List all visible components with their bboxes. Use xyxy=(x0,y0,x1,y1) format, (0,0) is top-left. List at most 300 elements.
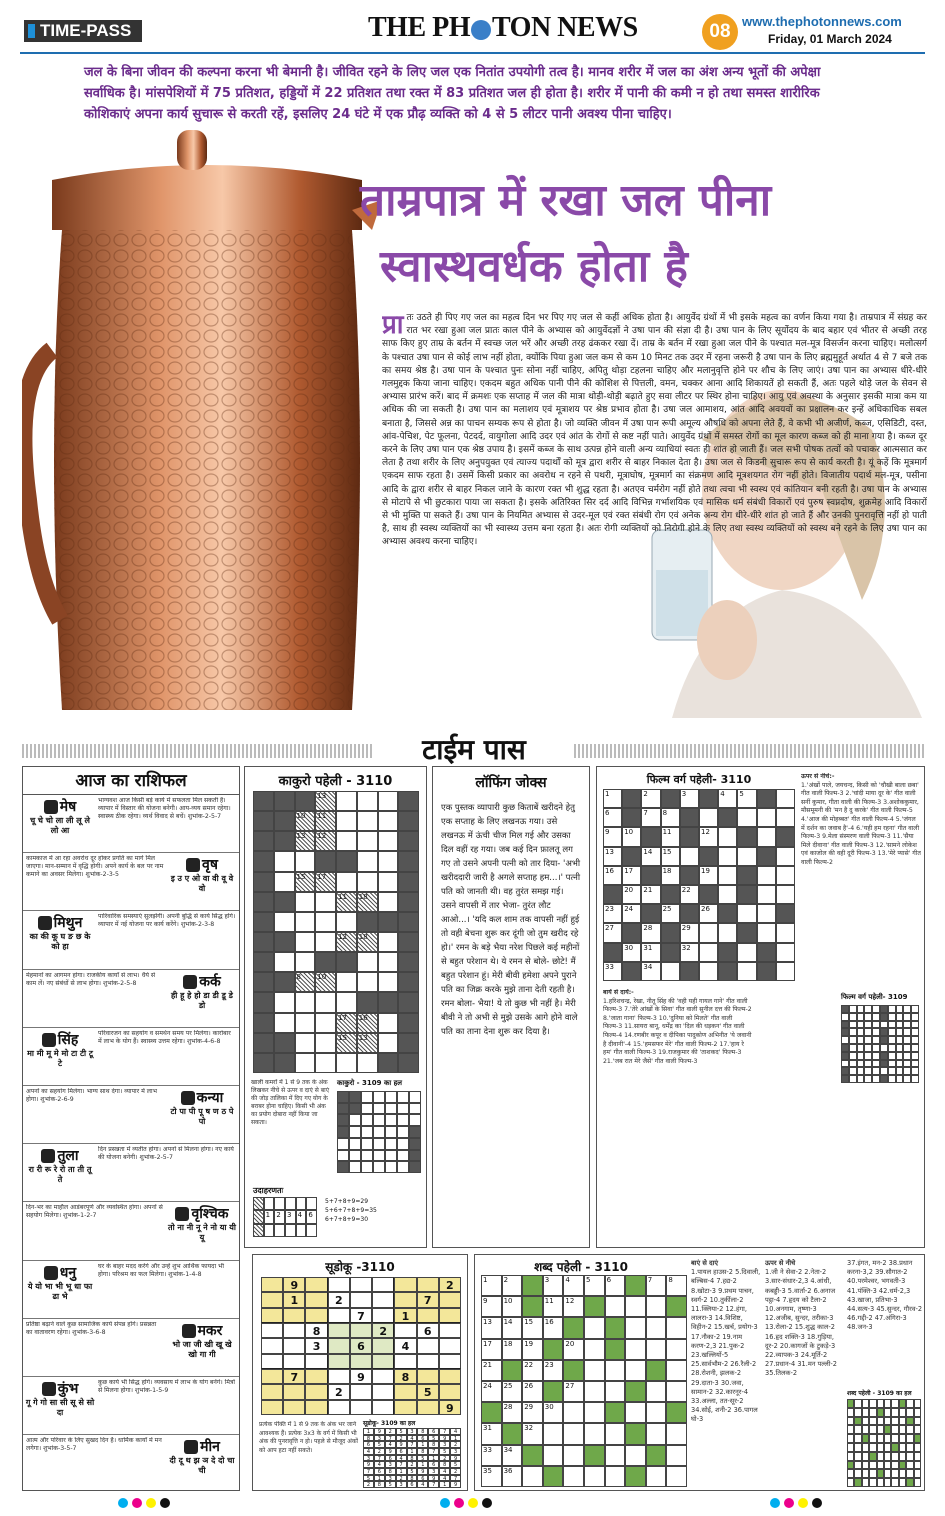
article-dropcap: प्रा xyxy=(382,312,404,340)
grid-cell xyxy=(888,1075,896,1083)
grid-cell: 2 xyxy=(450,1468,461,1475)
grid-cell xyxy=(385,1091,397,1103)
grid-cell xyxy=(906,1417,913,1426)
grid-cell xyxy=(357,872,378,892)
grid-cell: 2 xyxy=(502,1275,523,1296)
grid-cell xyxy=(543,1445,564,1466)
grid-cell: 7 xyxy=(350,1308,372,1323)
grid-cell xyxy=(857,1013,865,1021)
grid-cell xyxy=(847,1408,854,1417)
grid-cell xyxy=(911,1021,919,1029)
grid-cell xyxy=(409,1114,421,1126)
grid-cell xyxy=(718,885,737,904)
grid-cell xyxy=(439,1323,461,1338)
grid-cell xyxy=(337,1138,349,1150)
grid-cell xyxy=(372,1308,394,1323)
grid-cell xyxy=(888,1005,896,1013)
grid-cell: 15 xyxy=(336,1033,357,1053)
grid-cell: 17 xyxy=(336,1013,357,1033)
grid-cell: 14 xyxy=(641,847,660,866)
grid-cell xyxy=(903,1075,911,1083)
grid-cell: 4 xyxy=(563,1275,584,1296)
grid-cell xyxy=(906,1399,913,1408)
grid-cell xyxy=(862,1478,869,1487)
grid-cell xyxy=(857,1075,865,1083)
grid-cell xyxy=(680,827,699,846)
grid-cell xyxy=(880,1005,888,1013)
grid-cell xyxy=(306,1197,317,1210)
grid-cell xyxy=(378,972,399,992)
grid-cell xyxy=(409,1103,421,1115)
grid-cell xyxy=(888,1021,896,1029)
grid-cell xyxy=(849,1028,857,1036)
word-answer-grid xyxy=(847,1399,921,1487)
grid-cell xyxy=(253,1013,274,1033)
sign-badge xyxy=(167,1089,237,1139)
sign-letters: तो ना नी नू ने नो या यी यू xyxy=(168,1223,236,1243)
grid-cell xyxy=(911,1036,919,1044)
grid-cell xyxy=(261,1338,283,1353)
grid-cell xyxy=(305,1400,327,1415)
grid-cell xyxy=(869,1434,876,1443)
grid-cell xyxy=(884,1399,891,1408)
grid-cell xyxy=(899,1469,906,1478)
grid-cell xyxy=(776,943,795,962)
grid-cell xyxy=(666,1466,687,1487)
grid-cell xyxy=(274,1053,295,1073)
grid-cell: 2 xyxy=(372,1323,394,1338)
grid-cell: 7 xyxy=(646,1275,667,1296)
grid-cell xyxy=(397,1161,409,1173)
grid-cell xyxy=(906,1478,913,1487)
grid-cell: 1 xyxy=(407,1448,418,1455)
grid-cell xyxy=(854,1478,861,1487)
grid-cell xyxy=(253,851,274,871)
kakuro-grid xyxy=(253,791,419,1073)
grid-cell xyxy=(849,1067,857,1075)
grid-cell xyxy=(261,1277,283,1292)
grid-cell: 3 xyxy=(363,1455,374,1462)
grid-cell xyxy=(718,943,737,962)
grid-cell xyxy=(274,1013,295,1033)
grid-cell xyxy=(847,1399,854,1408)
grid-cell xyxy=(394,1354,416,1369)
word-down-text: 1.जी ने सेवा-2 2.नेता-2 3.सार-संधार-2,3 4.आंधी, कबड्डी-3 5.वार्ता-2 6.अनाज पट्ठा-4 7.हृदय को टैला-2 10.अनगाम, तृष्णा-3 12.अजीब, सुन्दर, तरीका-3 13.रोला-2 15.शुद्ध काल-2 16.हृद शक्ति-3 18.गुड़िया, दूर-2 20.कागजों के टुकड़े-3 22.व्यापक-3 24.मूर्ति-2 27.प्रधान-4 31.मन पल्ली-2 35.तिलक-2 xyxy=(765,1268,837,1378)
grid-cell xyxy=(385,1126,397,1138)
grid-cell: 1 xyxy=(394,1308,416,1323)
website-link[interactable]: www.thephotonnews.com xyxy=(742,14,902,29)
grid-cell xyxy=(372,1369,394,1384)
grid-cell xyxy=(378,912,399,932)
grid-cell xyxy=(718,923,737,942)
grid-cell: 1 xyxy=(481,1275,502,1296)
grid-cell: 3 xyxy=(439,1441,450,1448)
grid-cell xyxy=(699,808,718,827)
sign-prediction: घर के बाहर मदद करेंगे और उन्हें शुभ आर्थिक फायदा भी होगा। परिश्रम का फल मिलेगा। शुभांक-1-4-8 xyxy=(98,1262,224,1278)
grid-cell: 10 xyxy=(315,972,336,992)
grid-cell xyxy=(737,943,756,962)
grid-cell xyxy=(903,1067,911,1075)
grid-cell xyxy=(328,1277,350,1292)
grid-cell xyxy=(899,1478,906,1487)
grid-cell xyxy=(625,1402,646,1423)
sign-prediction: भाग्यवश आज किसी बड़े कार्य में सफलता मिल सकती है। व्यापार में विस्तार की योजना बनेगी। आय-व्यय समान रहेगा। स्वास्थ्य ठीक रहेगा। व्यर्थ विवाद से बचें। शुभांक-2-5-7 xyxy=(98,797,231,820)
sign-prediction: परिवारजन का सहयोग व समर्थन समय पर मिलेगा। कारोबार में लाभ के योग हैं। स्वास्थ्य उत्तम रहेगा। शुभांक-4-6-8 xyxy=(98,1029,231,1045)
grid-cell xyxy=(680,904,699,923)
grid-cell xyxy=(869,1425,876,1434)
grid-cell xyxy=(854,1469,861,1478)
grid-cell xyxy=(869,1461,876,1470)
grid-cell: 6 xyxy=(603,808,622,827)
grid-cell xyxy=(888,1044,896,1052)
grid-cell: 18 xyxy=(661,866,680,885)
grid-cell xyxy=(872,1060,880,1068)
grid-cell: 18 xyxy=(357,932,378,952)
grid-cell xyxy=(350,1277,372,1292)
grid-cell xyxy=(888,1052,896,1060)
grid-cell xyxy=(397,1091,409,1103)
grid-cell xyxy=(891,1452,898,1461)
grid-cell xyxy=(378,992,399,1012)
grid-cell xyxy=(409,1126,421,1138)
grid-cell xyxy=(914,1417,921,1426)
grid-cell xyxy=(884,1461,891,1470)
grid-cell xyxy=(872,1013,880,1021)
grid-cell xyxy=(888,1067,896,1075)
grid-cell xyxy=(622,808,641,827)
film-down-text: 1.'अंखों पाले, जयचन्द, किसी को 'चौखी बाला छबा' गीत वाली फिल्म-3 2.'चांदी माया दूर के' गीत वाली सनीं कुमार, गीता वाली की फिल्म-3 3.अशोककुमार, मौसमूमनी की 'मन है दु करके' गीत वाली फिल्म-5 4.'आज की मोहब्बत' गीत वाली फिल्म-4 5.'जंगल में दर्शन का जवाब है'-4 6.'यही हम रहना' गीत वाली फिल्म-3 9.मेला संस्मरण वाली फिल्म-3 11.'सैया मिले दीवाना' गीत वाली फिल्म-3 12.'सामने लोकेश एवं काजोल की वही दूरी फिल्म-3 13.'मेरे प्यासे' गीत वाली फिल्म-2 xyxy=(801,781,921,866)
grid-cell xyxy=(295,1053,316,1073)
grid-cell xyxy=(378,831,399,851)
grid-cell: 3 xyxy=(407,1428,418,1435)
grid-cell xyxy=(841,1013,849,1021)
grid-cell xyxy=(757,827,776,846)
grid-cell xyxy=(877,1452,884,1461)
grid-cell xyxy=(522,1275,543,1296)
grid-cell xyxy=(336,972,357,992)
grid-cell xyxy=(849,1013,857,1021)
grid-cell: 2 xyxy=(363,1481,374,1488)
grid-cell xyxy=(603,885,622,904)
grid-cell xyxy=(295,932,316,952)
grid-cell xyxy=(862,1443,869,1452)
sign-letters: भो जा जी खी खू खे खो गा गी xyxy=(172,1339,232,1359)
grid-cell xyxy=(903,1005,911,1013)
grid-cell xyxy=(899,1443,906,1452)
grid-cell xyxy=(625,1381,646,1402)
grid-cell: 13 xyxy=(481,1317,502,1338)
grid-cell: 8 xyxy=(407,1455,418,1462)
sign-letters: ये यो भा भी भू धा फा ढा भे xyxy=(27,1281,93,1301)
grid-cell: 13 xyxy=(357,1033,378,1053)
sign-badge xyxy=(167,1205,237,1255)
grid-cell xyxy=(699,789,718,808)
grid-cell xyxy=(699,847,718,866)
grid-cell xyxy=(336,912,357,932)
grid-cell xyxy=(869,1443,876,1452)
grid-cell xyxy=(584,1317,605,1338)
grid-cell xyxy=(849,1075,857,1083)
grid-cell: 4 xyxy=(450,1428,461,1435)
grid-cell: 8 xyxy=(374,1481,385,1488)
grid-cell xyxy=(841,1005,849,1013)
grid-cell xyxy=(296,1224,307,1237)
grid-cell xyxy=(372,1400,394,1415)
grid-cell xyxy=(378,791,399,811)
grid-cell xyxy=(350,1384,372,1399)
horoscope-sign xyxy=(23,795,239,853)
grid-cell xyxy=(337,1091,349,1103)
grid-cell: 8 xyxy=(428,1441,439,1448)
grid-cell xyxy=(261,1354,283,1369)
grid-cell: 15 xyxy=(522,1317,543,1338)
grid-cell: 12 xyxy=(336,932,357,952)
grid-cell xyxy=(877,1417,884,1426)
article-body: तः उठते ही पिए गए जल का महत्व दिन भर पिए गए जल से कहीं अधिक होता है। आयुर्वेद ग्रंथों में भी इसके महत्व का वर्णन किया गया है। ताम्रपात्र में संग्रह कर रात भर रखा हुआ जल प्रातः काल पीने के अभ्यास को आयुर्वेदज्ञों ने उषा पान की संज्ञा दी है। उषा पान के लिए सूर्योदय के बाद बहार एवं भीतर से अच्छी तरह साफ किए हुए ताम्र के बर्तन में स्वच्छ जल भरें और अच्छी तरह ढंककर रखा दें। ताम्र के बर्तन में रखा हुआ जल पीने के पश्चात मल-मूत्र विसर्जन करना चाहिए। मलोत्सर्ग के पश्चात उषा पान से कोई लाभ नहीं होता, क्योंकि पिया हुआ जल कम से कम 10 मिनट तक उदर में रहना जरूरी है उषा पान के लिए ब्रह्ममुहूर्त अर्थात 4 से 7 बजे तक का समय श्रेष्ठ है। उषा पान के पश्चात पुनः सोना नहीं चाहिए, अपितु थोड़ा टहलना चाहिए और मलानुवृत्ति होने पर शौच के लिए जाएं। उषा पान का अभ्यास धीरे-धीरे गलमुद्दक किया जाना चाहिए। एकदम बहुत अधिक पानी पीने की कोशिश से पित्तली, वमन, चक्कर आना आदि शिकायतें हो सकती हैं, अतः पहले थोड़े जल के सेवन से अभ्यास प्रारंभ करें। बाद में क्रमशः एक सप्ताह में जल की मात्रा थोड़ी-थोड़ी बढ़ाते हुए सवा लीटर पर स्थिर होना चाहिए। आयु एवं अवस्था के अनुसार इसकी मात्रा कम या अधिक की जा सकती है। उषा पान का मलाशय एवं मूत्राशय पर श्रेष्ठ प्रभाव होता है। उषा जल आमाशय, आंत आदि अवयवों का प्रक्षालन कर इन्हें अधिकाधिक सबल बनाता है, जिससे अन्न का पाचन सम्यक रूप से होता है। जो व्यक्ति जीवन में उषा पान रूपी अमूल्य औषधि को अपना लेते हैं, वे कभी भी अजीर्ण, कब्ज, एसिडिटी, दस्त, आंव-पेचिश, पेट फूलना, पेटदर्द, वायुगोला आदि उदर एवं आंत के रोगों से कष्ट नहीं पाते। आयुर्वेद ग्रंथों में समस्त रोगों का मूल कारण कब्ज को ही माना गया है। कब्ज दूर करने के लिए उषा पान एक श्रेष्ठ उपाय है। इसमें कब्ज के साथ उत्पन्न होने वाली अन्य व्याधियां स्वतः ही शांत हो जाती हैं। जल सभी पोषक तत्वों को पचाकर आत्मसात कर लेता है तथा शरीर के लिए अनुपयुक्त एवं त्याज्य पदार्थों को मूत्र द्वारा शरीर से बाहर निकाल देता है। उषा जल से किडनी सुचारू रूप से कार्य करती है। यूं कहें कि मूत्रमार्ग एकदम साफ रहता है। उसमें किसी प्रकार का अवरोध न रहने से पथरी, मूत्राघोष, मूत्रमार्ग का संक्रमण आदि मूत्रशयगत रोग नहीं होते। विजातीय पदार्थ मल-मूत्र, पसीना आदि के द्वारा शरीर से बाहर निकल जाने के कारण रक्त भी शुद्ध रहता है। अतएव चर्मरोग नहीं होते तथा त्वचा भी स्वस्थ एवं कांतियान बनी रहती है। उषा पान के अभ्यास से मोटापे से भी छुटकारा पाया जा सकता है। इसके अतिरिक्त सिर दर्द आदि विभिन्न गर्भाशयिक एवं मासिक धर्म संबंधी विकारों एवं पुरुष स्वप्नदोष, शुक्रमेह आदि विकारों से भी मुक्ति पा सकते हैं। उषा पान के नियमित अभ्यास से उदर-मूल एवं रक्त संबंधी रोग एवं अनेक अन्य रोग धीरे-धीरे शांत हो जाते हैं और उनकी पुनरावृत्ति नहीं हो पाती है, साथ ही स्वस्थ व्यक्तियों का भी स्वास्थ्य उत्तम बना रहता है। अतः रोगी व्यक्तियों को निरोगी होने के लिए तथा स्वस्थ व्यक्तियों को स्वस्थ बने रहने के लिए उषा पान का अभ्यास अवश्य करना चाहिए। xyxy=(382,313,927,548)
grid-cell xyxy=(699,923,718,942)
grid-cell xyxy=(253,992,274,1012)
grid-cell: 29 xyxy=(680,923,699,942)
grid-cell xyxy=(854,1408,861,1417)
grid-cell xyxy=(274,972,295,992)
grid-cell: 27 xyxy=(603,923,622,942)
grid-cell xyxy=(378,952,399,972)
grid-cell: 6 xyxy=(350,1338,372,1353)
sign-name: धनु xyxy=(25,1264,95,1282)
grid-cell xyxy=(337,1103,349,1115)
horoscope-sign xyxy=(23,1202,239,1260)
grid-cell xyxy=(891,1469,898,1478)
grid-cell: 8 xyxy=(385,1468,396,1475)
grid-cell xyxy=(891,1461,898,1470)
grid-cell xyxy=(605,1423,626,1444)
grid-cell xyxy=(398,831,419,851)
grid-cell xyxy=(847,1469,854,1478)
grid-cell xyxy=(373,1103,385,1115)
grid-cell: 22 xyxy=(680,885,699,904)
grid-cell xyxy=(680,808,699,827)
grid-cell xyxy=(857,1060,865,1068)
grid-cell xyxy=(378,811,399,831)
horoscope-sign xyxy=(23,1377,239,1435)
grid-cell xyxy=(336,851,357,871)
grid-cell: 8 xyxy=(417,1428,428,1435)
grid-cell xyxy=(880,1060,888,1068)
grid-cell: 25 xyxy=(661,904,680,923)
grid-cell xyxy=(398,872,419,892)
grid-cell xyxy=(361,1114,373,1126)
grid-cell xyxy=(899,1408,906,1417)
grid-cell: 2 xyxy=(439,1455,450,1462)
grid-cell xyxy=(646,1402,667,1423)
grid-cell: 33 xyxy=(603,962,622,981)
grid-cell xyxy=(776,808,795,827)
grid-cell: 8 xyxy=(305,1323,327,1338)
grid-cell xyxy=(877,1408,884,1417)
grid-cell xyxy=(857,1021,865,1029)
grid-cell: 11 xyxy=(336,892,357,912)
grid-cell xyxy=(295,1013,316,1033)
grid-cell xyxy=(872,1075,880,1083)
grid-cell: 1 xyxy=(439,1481,450,1488)
grid-cell xyxy=(776,962,795,981)
grid-cell xyxy=(896,1075,904,1083)
grid-cell xyxy=(522,1445,543,1466)
grid-cell xyxy=(357,1053,378,1073)
grid-cell xyxy=(373,1138,385,1150)
grid-cell xyxy=(911,1075,919,1083)
grid-cell xyxy=(253,1053,274,1073)
grid-cell: 5 xyxy=(428,1435,439,1442)
grid-cell xyxy=(373,1091,385,1103)
grid-cell: 31 xyxy=(641,943,660,962)
sudoku-answer-title: सूडोकू- 3109 का हल xyxy=(363,1420,416,1427)
grid-cell xyxy=(877,1461,884,1470)
film-answer-grid xyxy=(841,1005,919,1083)
grid-cell: 17 xyxy=(481,1339,502,1360)
grid-cell xyxy=(274,831,295,851)
grid-cell xyxy=(880,1044,888,1052)
jokes-text: एक पुस्तक व्यापारी कुछ किताबें खरीदने हेतु एक सप्ताह के लिए लखनऊ गया। उसे लखनऊ में ऊंची चीज मिल गई और उसका दिल वहीं रह गया। जब कई दिन फ़ालतू लग गए तो उसने अपनी पत्नी को तार दिया- 'अभी खरीददारी जारी है अगले सप्ताह हम...।' पत्नी पति को जानती थी। वह तुरंत समझ गई। उसने वापसी में तार भेजा- तुरंत लौट आओ...। 'यदि कल शाम तक वापसी नहीं हुई तो वही बेचना शुरू कर दूंगी जो तुम खरीद रहे हो।' रमन के बड़े भैया नरेश पिछले कई महीनों से बहुत परेशान थे। ये रमन से बोले- छोटे! मैं बहुत परेशान हूं। मेरी बीवी हमेशा अपने पुराने पति का जिक्र करके मुझे ताना देती रहती है। रमन बोला- भैया! ये तो कुछ भी नहीं है। मेरी बीवी ने तो अभी से मुझे उसके आगे होने वाले पति का ताना देना शुरू कर दिया है। xyxy=(441,803,581,1037)
grid-cell xyxy=(906,1452,913,1461)
grid-cell xyxy=(880,1021,888,1029)
grid-cell: 24 xyxy=(481,1381,502,1402)
grid-cell xyxy=(605,1296,626,1317)
grid-cell xyxy=(357,851,378,871)
grid-cell xyxy=(394,1292,416,1307)
grid-cell xyxy=(666,1423,687,1444)
grid-cell xyxy=(625,1360,646,1381)
film-answer-title: फिल्म वर्ग पहेली- 3109 xyxy=(841,993,908,1001)
grid-cell: 17 xyxy=(315,872,336,892)
horoscope-sign xyxy=(23,1028,239,1086)
grid-cell: 6 xyxy=(363,1441,374,1448)
grid-cell xyxy=(253,1197,264,1210)
grid-cell xyxy=(439,1308,461,1323)
grid-cell xyxy=(869,1452,876,1461)
grid-cell xyxy=(398,791,419,811)
grid-cell xyxy=(641,827,660,846)
grid-cell xyxy=(641,904,660,923)
grid-cell xyxy=(906,1469,913,1478)
sign-name: कर्क xyxy=(167,973,237,991)
film-crossword-grid xyxy=(603,789,795,981)
grid-cell xyxy=(884,1425,891,1434)
horoscope-sign xyxy=(23,1435,239,1491)
grid-cell: 4 xyxy=(374,1461,385,1468)
grid-cell: 7 xyxy=(363,1468,374,1475)
sign-name: तुला xyxy=(25,1147,95,1165)
grid-cell xyxy=(896,1005,904,1013)
grid-cell xyxy=(857,1005,865,1013)
grid-cell xyxy=(666,1445,687,1466)
film-crossword xyxy=(596,766,925,1248)
grid-cell xyxy=(622,923,641,942)
film-down-title: ऊपर से नीचे:- xyxy=(801,773,835,780)
grid-cell: 30 xyxy=(543,1402,564,1423)
sign-prediction: कुछ कार्य भी सिद्ध होंगे। व्यवसाय में लाभ के योग बनेंगे। मित्रों से मिलना होगा। शुभांक-1-5-9 xyxy=(98,1378,235,1394)
grid-cell: 2 xyxy=(396,1435,407,1442)
grid-cell: 4 xyxy=(394,1338,416,1353)
copper-pitcher-image xyxy=(22,120,392,720)
grid-cell xyxy=(776,904,795,923)
grid-cell: 18 xyxy=(502,1339,523,1360)
grid-cell xyxy=(737,808,756,827)
grid-cell: 8 xyxy=(439,1461,450,1468)
sign-badge xyxy=(167,856,237,906)
grid-cell xyxy=(261,1292,283,1307)
grid-cell: 4 xyxy=(439,1475,450,1482)
grid-cell xyxy=(285,1197,296,1210)
sign-badge xyxy=(25,1147,95,1197)
zodiac-icon xyxy=(182,1324,196,1338)
grid-cell xyxy=(884,1478,891,1487)
grid-cell xyxy=(864,1067,872,1075)
grid-cell xyxy=(646,1317,667,1338)
grid-cell xyxy=(563,1445,584,1466)
grid-cell: 1 xyxy=(603,789,622,808)
grid-cell: 17 xyxy=(622,866,641,885)
zodiac-icon xyxy=(186,858,200,872)
grid-cell xyxy=(914,1469,921,1478)
grid-cell xyxy=(563,1423,584,1444)
sign-prediction: दिन प्रसन्नता में व्यतीत होगा। अपनों से मिलना होगा। नए कार्य की योजना बनेगी। शुभांक-2-5-7 xyxy=(98,1146,234,1162)
grid-cell xyxy=(361,1091,373,1103)
grid-cell xyxy=(417,1308,439,1323)
grid-cell xyxy=(481,1402,502,1423)
grid-cell xyxy=(872,1028,880,1036)
grid-cell: 27 xyxy=(563,1381,584,1402)
grid-cell: 12 xyxy=(699,827,718,846)
grid-cell xyxy=(397,1126,409,1138)
timepass-banner xyxy=(22,730,925,770)
grid-cell xyxy=(847,1478,854,1487)
grid-cell xyxy=(398,851,419,871)
grid-cell xyxy=(699,885,718,904)
grid-cell xyxy=(336,831,357,851)
grid-cell xyxy=(911,1013,919,1021)
grid-cell xyxy=(378,1013,399,1033)
grid-cell xyxy=(315,892,336,912)
grid-cell xyxy=(877,1425,884,1434)
grid-cell xyxy=(776,866,795,885)
grid-cell xyxy=(563,1466,584,1487)
grid-cell xyxy=(757,789,776,808)
grid-cell xyxy=(253,892,274,912)
grid-cell xyxy=(872,1036,880,1044)
grid-cell xyxy=(357,972,378,992)
grid-cell: 4 xyxy=(396,1455,407,1462)
section-tag: TIME-PASS xyxy=(24,20,142,42)
grid-cell xyxy=(911,1044,919,1052)
grid-cell xyxy=(349,1103,361,1115)
grid-cell xyxy=(864,1075,872,1083)
grid-cell: 9 xyxy=(363,1461,374,1468)
grid-cell xyxy=(872,1005,880,1013)
grid-cell xyxy=(349,1091,361,1103)
grid-cell xyxy=(274,952,295,972)
grid-cell xyxy=(884,1469,891,1478)
sign-name: वृष xyxy=(167,856,237,874)
grid-cell xyxy=(862,1425,869,1434)
sign-name: कुंभ xyxy=(25,1380,95,1398)
grid-cell xyxy=(884,1434,891,1443)
grid-cell xyxy=(646,1381,667,1402)
intro-paragraph: जल के बिना जीवन की कल्पना करना भी बेमानी है। जीवित रहने के लिए जल एक नितांत उपयोगी तत्व है। मानव शरीर में जल का अंश अन्य भूतों की अपेक्षा सर्वाधिक है। मांसपेशियों में 75 प्रतिशत, हड्डियों में 22 प्रतिशत तथा रक्त में 83 प्रतिशत जल ही होता है। शरीर में पानी की कमी न हो तथा समस्त शारीरिक कोशिकाएं अपना कार्य सुचारू से करती रहें, इसलिए 24 घंटे में एक प्रौढ़ व्यक्ति को 4 से 5 लीटर पानी अवश्य पीना चाहिए। xyxy=(84,65,821,122)
grid-cell xyxy=(641,866,660,885)
grid-cell xyxy=(274,1224,285,1237)
grid-cell xyxy=(877,1469,884,1478)
